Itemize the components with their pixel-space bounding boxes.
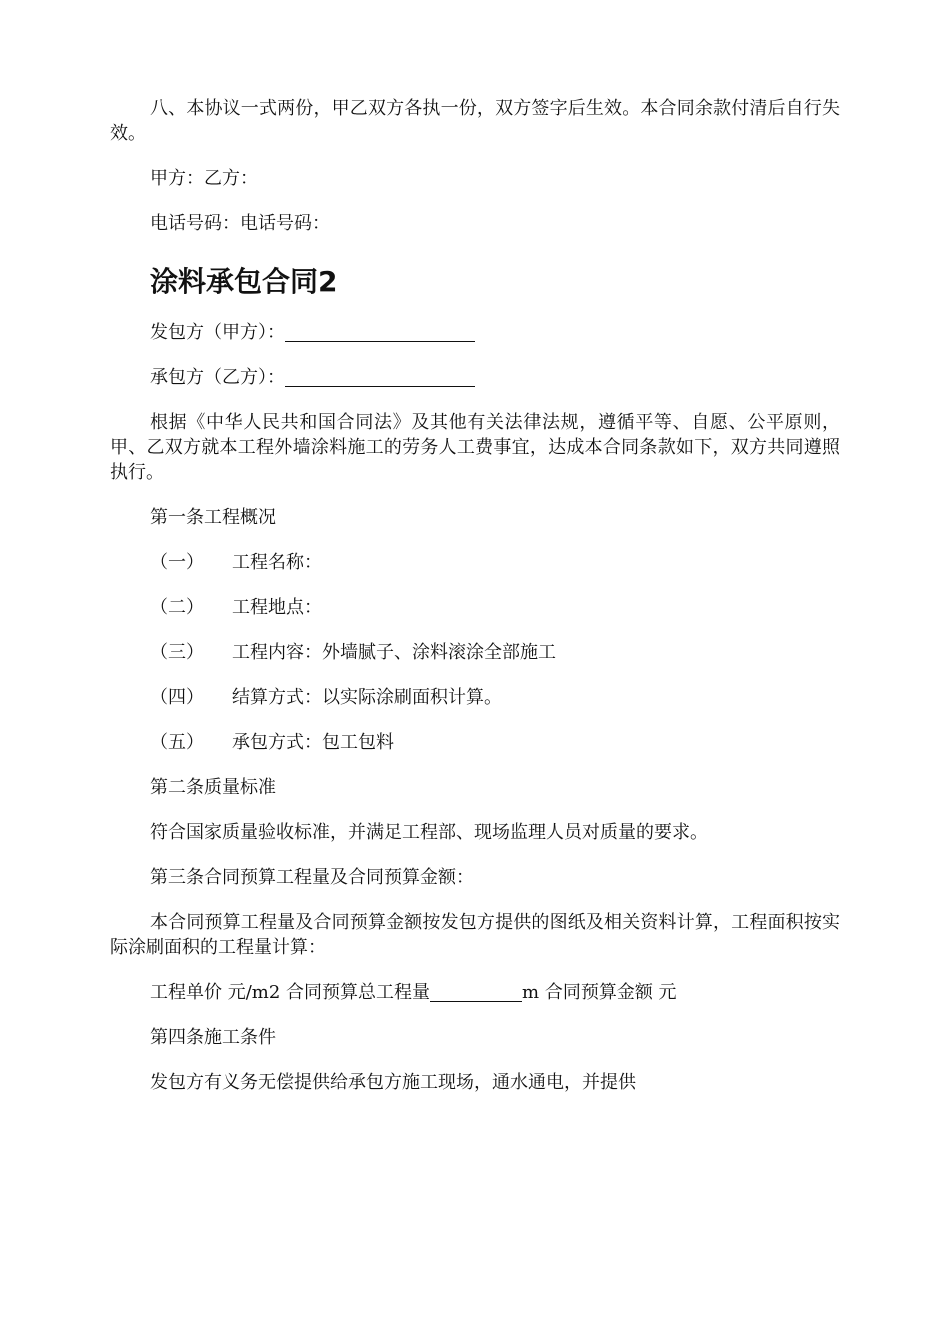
article-four-heading: 第四条施工条件	[150, 1027, 276, 1048]
phone-numbers: 电话号码：电话号码：	[150, 213, 330, 234]
contractor-blank	[285, 368, 475, 387]
quantity-blank	[430, 983, 522, 1002]
contractor-line	[110, 365, 840, 390]
list-item	[150, 730, 840, 755]
employer-blank	[285, 323, 475, 342]
list-item	[150, 595, 840, 620]
party-signatures: 甲方：乙方：	[150, 168, 258, 189]
list-item	[150, 550, 840, 575]
article-one-heading: 第一条工程概况	[150, 507, 276, 528]
article-three-heading: 第三条合同预算工程量及合同预算金额：	[150, 867, 474, 888]
price-text-b: m 合同预算金额 元	[522, 982, 677, 1003]
price-line	[110, 980, 840, 1005]
list-item	[150, 685, 840, 710]
clause-eight: 八、本协议一式两份，甲乙双方各执一份，双方签字后生效。本合同余款付清后自行失效。	[110, 98, 840, 144]
item-number: （三）	[150, 642, 204, 663]
item-number: （二）	[150, 597, 204, 618]
article-two-body: 符合国家质量验收标准，并满足工程部、现场监理人员对质量的要求。	[150, 822, 708, 843]
contractor-label: 承包方（乙方）：	[150, 367, 285, 388]
item-number: （五）	[150, 732, 204, 753]
article-three-body: 本合同预算工程量及合同预算金额按发包方提供的图纸及相关资料计算，工程面积按实际涂刷面积的工程量计算：	[110, 912, 840, 958]
item-number: （一）	[150, 552, 204, 573]
list-item	[150, 640, 840, 665]
price-text-a: 工程单价 元/m2 合同预算总工程量	[150, 982, 431, 1003]
item-text: 工程名称：	[232, 552, 322, 573]
employer-label: 发包方（甲方）：	[150, 322, 285, 343]
employer-line	[110, 320, 840, 345]
item-text: 承包方式：包工包料	[232, 732, 394, 753]
article-four-body: 发包方有义务无偿提供给承包方施工现场，通水通电，并提供	[150, 1072, 636, 1093]
intro-paragraph: 根据《中华人民共和国合同法》及其他有关法律法规，遵循平等、自愿、公平原则，甲、乙双方就本工程外墙涂料施工的劳务人工费事宜，达成本合同条款如下，双方共同遵照执行。	[110, 412, 840, 483]
article-two-heading: 第二条质量标准	[150, 777, 276, 798]
item-text: 工程内容：外墙腻子、涂料滚涂全部施工	[232, 642, 556, 663]
item-text: 结算方式：以实际涂刷面积计算。	[232, 687, 502, 708]
item-text: 工程地点：	[232, 597, 322, 618]
contract-title: 涂料承包合同2	[150, 265, 338, 298]
document-page	[110, 96, 840, 1095]
item-number: （四）	[150, 687, 204, 708]
